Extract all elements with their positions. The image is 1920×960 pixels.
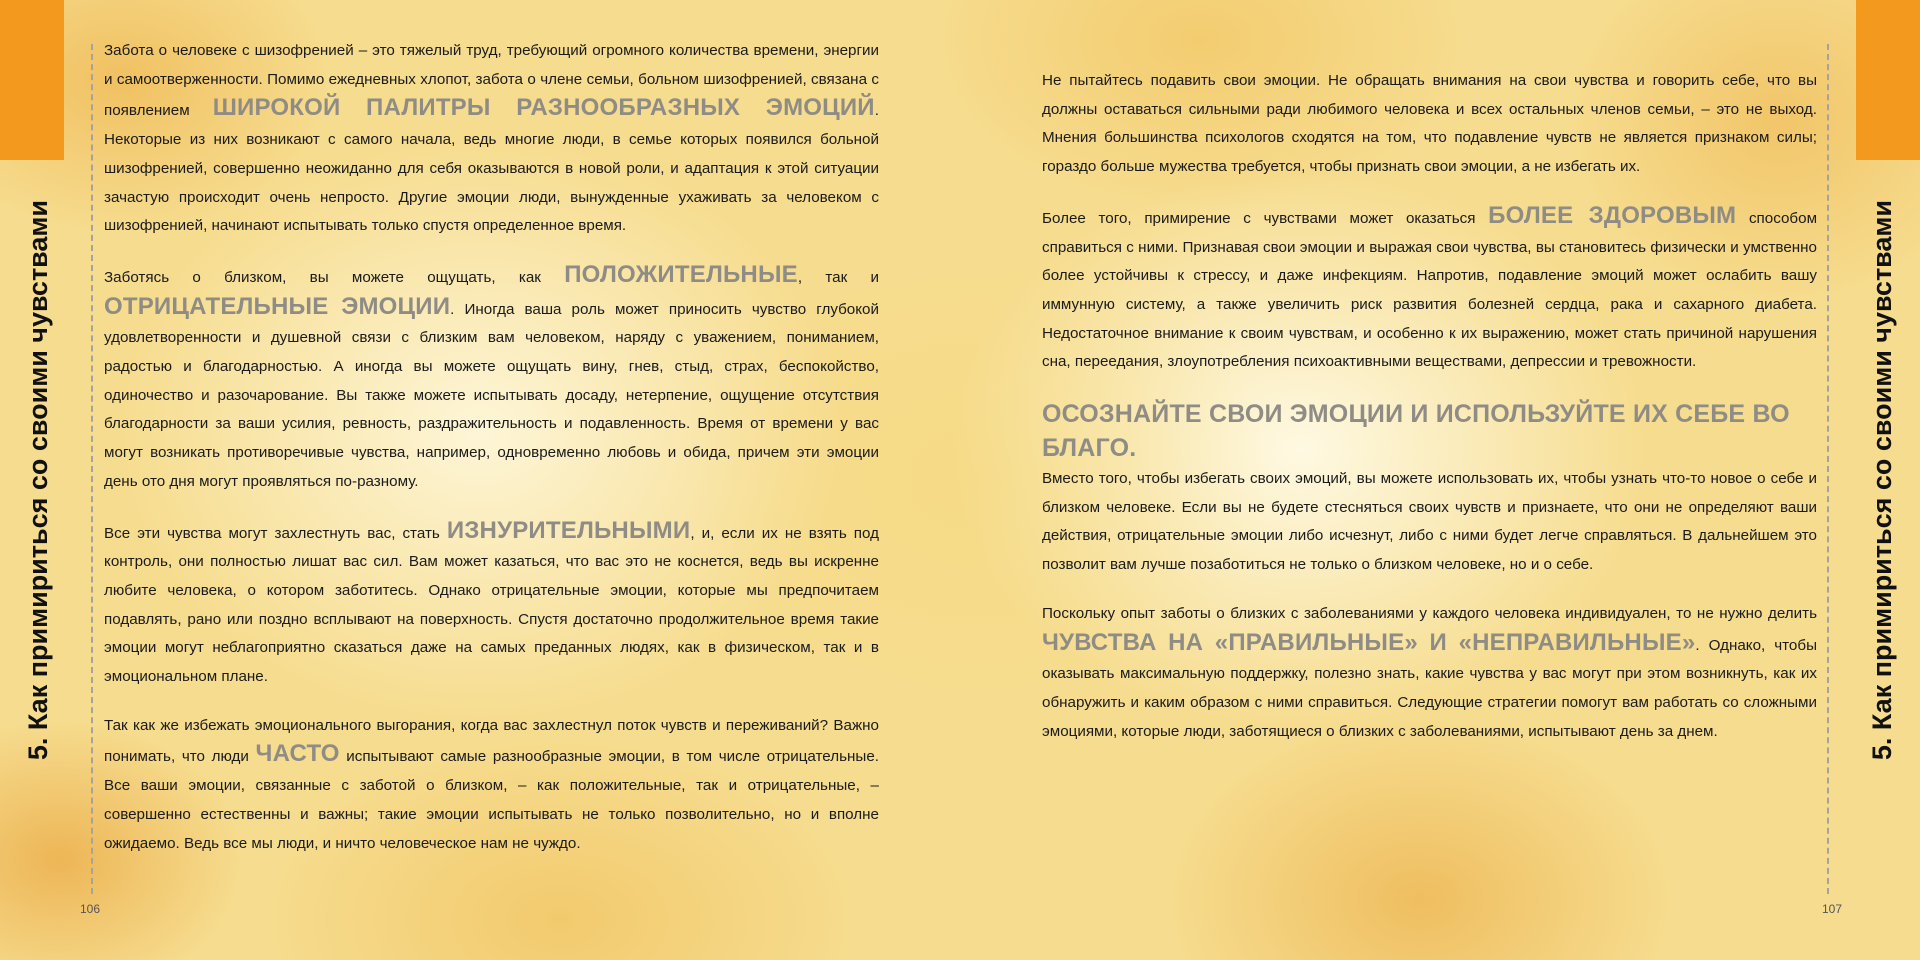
chapter-title-right: [1852, 190, 1912, 770]
highlighted-phrase: ПОЛОЖИТЕЛЬНЫЕ: [564, 260, 798, 288]
paragraph: [104, 712, 879, 859]
body-text: способом справиться с ними. Признавая свои эмоции и выражая свои чувства, вы становитесь физически и умственно более устойчивы к стрессу, и даже инфекциям. Напротив, подавление эмоций может ослабить вашу иммунную систему, а также увеличить риск развития болезней сердца, рака и сахарного диабета. Недостаточное внимание к своим чувствам, и особенно к их выражению, может стать причиной нарушения сна, переедания, злоупотребления психоактивными веществами, депрессии и тревожности.: [1042, 209, 1818, 371]
body-text: Вместо того, чтобы избегать своих эмоций, вы можете использовать их, чтобы узнать что-то новое о себе и близком человеке. Если вы не будете стесняться своих чувств и признаете, что они не определяют ваши действия, отрицательные эмоции либо исчезнут, либо с ними будет легче справляться. В дальнейшем это позволит вам лучше позаботиться не только о близком человеке, но и о себе.: [1042, 470, 1817, 574]
body-text: , так и: [797, 268, 879, 286]
highlighted-phrase: ЧАСТО: [255, 740, 340, 768]
body-text: испытывают самые разнообразные эмоции, в том числе отрицательные. Все ваши эмоции, связанные с заботой о близком, – как положительные, так и отрицательные, – совершенно естественны и важны; такие эмоции испытывать не только позволительно, но и вполне ожидаемо. Ведь все мы люди, и ничто человеческое нам не чуждо.: [104, 748, 879, 852]
body-text: Более того, примирение с чувствами может оказаться: [1042, 209, 1489, 227]
left-page-text: [104, 37, 879, 878]
page-number-left: 106: [80, 902, 101, 916]
paragraph: [1042, 67, 1817, 182]
body-text: Забота о человеке с шизофренией – это тяжелый труд, требующий огромного количества времени, энергии и самоотверженности. Помимо ежедневных хлопот, забота о члене семьи, больном шизофренией, связана с появлением: [104, 42, 879, 120]
right-page-text: [1042, 67, 1817, 766]
left-paragraphs: [104, 37, 879, 858]
dashed-rule-right: [1827, 44, 1829, 894]
highlighted-phrase: ШИРОКОЙ ПАЛИТРЫ РАЗНООБРАЗНЫХ ЭМОЦИЙ: [212, 94, 875, 122]
chapter-title-right-text: 5. Как примириться со своими чувствами: [1866, 199, 1897, 761]
section-heading: ОСОЗНАЙТЕ СВОИ ЭМОЦИИ И ИСПОЛЬЗУЙТЕ ИХ СЕБЕ ВО БЛАГО.: [1042, 400, 1790, 463]
body-text: Все эти чувства могут захлестнуть вас, стать: [104, 524, 447, 542]
body-text: . Иногда ваша роль может приносить чувство глубокой удовлетворенности и душевной связи с близким вам человеком, наряду с уважением, пониманием, радостью и благодарностью. А иногда вы можете ощущать вину, гнев, стыд, страх, беспокойство, одиночество и разочарование. Вы также можете испытывать досаду, нетерпение, ощущение отсутствия благодарности за ваши усилия, ревность, раздражительность и подавленность. Время от времени у вас могут возникать противоречивые чувства, например, одновременно любовь и обида, причем эти эмоции день ото дня могут проявляться по-разному.: [104, 300, 879, 490]
paragraph: [1042, 465, 1817, 580]
right-paragraphs-after-heading: [1042, 465, 1817, 746]
paragraph: [1042, 600, 1817, 747]
body-text: , и, если их не взять под контроль, они полностью лишат вас сил. Вам может казаться, что вас это не коснется, ведь вы искренне любите человека, о котором заботитесь. Однако отрицательные эмоции, которые мы предпочитаем подавлять, рано или поздно всплывают на поверхность. Спустя достаточно продолжительное время такие эмоции могут неблагоприятно сказаться даже на самых преданных людях, как в физическом, так и в эмоциональном плане.: [104, 524, 879, 686]
body-text: Так как же избежать эмоционального выгорания, когда вас захлестнул поток чувств и переживаний? Важно понимать, что люди: [104, 716, 879, 766]
chapter-title-left-text: 5. Как примириться со своими чувствами: [22, 199, 53, 761]
body-text: . Однако, чтобы оказывать максимальную поддержку, полезно знать, какие чувства у вас могут при этом возникнуть, как их обнаружить и каким образом с ними справиться. Следующие стратегии помогут вам работать со сложными эмоциями, которые люди, заботящиеся о близких с заболеваниями, испытывают день за днем.: [1042, 636, 1817, 740]
body-text: . Некоторые из них возникают с самого начала, ведь многие люди, в семье которых появился больной шизофренией, совершенно неожиданно для себя оказываются в новой роли, и адаптация к этой ситуации зачастую происходит очень непросто. Другие эмоции люди, вынужденные ухаживать за человеком с шизофренией, начинают испытывать только спустя определенное время.: [104, 102, 879, 235]
body-text: Поскольку опыт заботы о близких с заболеваниями у каждого человека индивидуален, то не нужно делить: [1042, 604, 1817, 622]
highlighted-phrase: ОТРИЦАТЕЛЬНЫЕ ЭМОЦИИ: [104, 292, 451, 320]
paragraph: [104, 261, 879, 497]
body-text: Не пытайтесь подавить свои эмоции. Не обращать внимания на свои чувства и говорить себе, что вы должны оставаться сильными ради любимого человека и всех остальных членов семьи, – это не выход. Мнения большинства психологов сходятся на том, что подавление чувств не является признаком силы; гораздо больше мужества требуется, чтобы признать свои эмоции, а не избегать их.: [1042, 72, 1817, 176]
chapter-title-left: [8, 190, 68, 770]
page-number-right: 107: [1822, 902, 1843, 916]
paragraph: [1042, 202, 1817, 377]
orange-corner-tab-right: [1856, 0, 1920, 160]
dashed-rule-left: [91, 44, 93, 894]
highlighted-phrase: ИЗНУРИТЕЛЬНЫМИ: [446, 516, 691, 544]
body-text: Заботясь о близком, вы можете ощущать, как: [104, 268, 565, 286]
highlighted-phrase: ЧУВСТВА НА «ПРАВИЛЬНЫЕ» И «НЕПРАВИЛЬНЫЕ»: [1042, 628, 1696, 656]
paragraph: [104, 37, 879, 241]
paragraph: [104, 517, 879, 692]
orange-corner-tab-left: [0, 0, 64, 160]
highlighted-phrase: БОЛЕЕ ЗДОРОВЫМ: [1488, 201, 1737, 229]
right-paragraphs: [1042, 67, 1817, 377]
